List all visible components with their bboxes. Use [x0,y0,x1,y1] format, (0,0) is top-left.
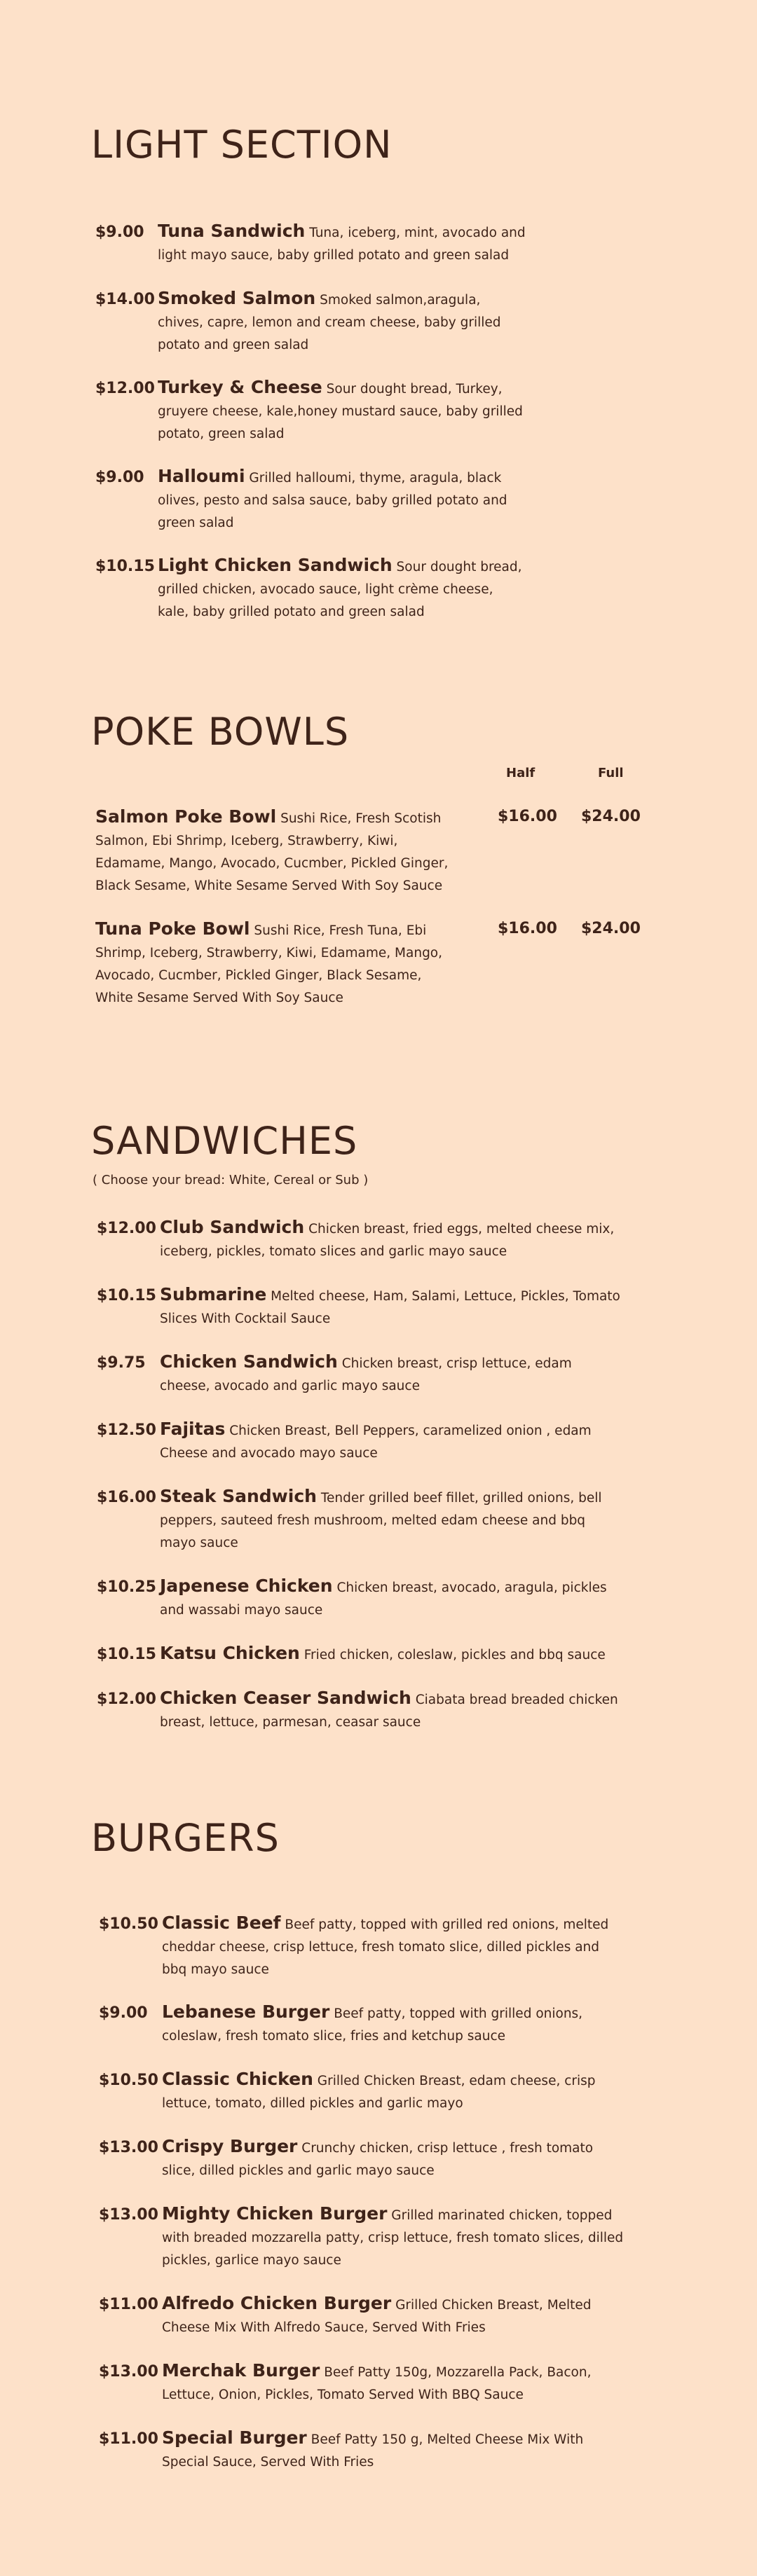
item-desc-text: Sour dought bread, Turkey, gruyere cheese, kale,honey mustard sauce, baby grilled potato, green salad [158,382,523,441]
item-price: $10.50 [99,1915,158,1933]
item-description [158,287,526,357]
item-name: Merchak Burger [162,2360,320,2381]
poke-section-title: POKE BOWLS [91,710,350,754]
item-price: $16.00 [97,1489,156,1506]
item-name: Classic Chicken [162,2069,313,2089]
item-description [158,220,526,267]
item-name: Chicken Ceaser Sandwich [160,1688,411,1708]
item-name: Japenese Chicken [160,1576,333,1596]
item-name: Salmon Poke Bowl [95,806,277,827]
item-price: $13.00 [99,2206,158,2224]
item-description [162,2068,625,2115]
item-name: Steak Sandwich [160,1486,317,1506]
item-description [95,918,460,1010]
half-price: $16.00 [498,920,557,937]
item-desc-text: Crunchy chicken, crisp lettuce , fresh tomato slice, dilled pickles and garlic mayo sauce [162,2141,594,2178]
item-desc-text: Grilled marinated chicken, topped with breaded mozzarella patty, crisp lettuce, fresh tomato slices, dilled pickles, garlice mayo sauce [162,2208,624,2268]
item-description [95,806,460,897]
item-name: Light Chicken Sandwich [158,555,393,575]
item-price: $10.15 [97,1646,156,1663]
item-description [162,2427,625,2474]
item-desc-text: Beef patty, topped with grilled onions, coleslaw, fresh tomato slice, fries and ketchup sauce [162,2006,583,2044]
item-desc-text: Chicken breast, avocado, aragula, pickles and wassabi mayo sauce [160,1580,607,1618]
item-name: Mighty Chicken Burger [162,2203,388,2224]
item-name: Tuna Poke Bowl [95,918,250,939]
item-description [160,1283,622,1330]
item-name: Submarine [160,1284,267,1304]
item-description [160,1642,622,1667]
item-price: $9.00 [95,469,144,486]
item-price: $13.00 [99,2139,158,2156]
item-desc-text: Chicken Breast, Bell Peppers, caramelized onion , edam Cheese and avocado mayo sauce [160,1424,592,1461]
item-description [162,2001,625,2048]
light-section-title: LIGHT SECTION [91,123,393,167]
item-description [162,2360,625,2406]
item-desc-text: Sushi Rice, Fresh Scotish Salmon, Ebi Shrimp, Iceberg, Strawberry, Kiwi, Edamame, Mango, Avocado, Cucmber, Pickled Ginger, Black Sesame, White Sesame Served With Soy Sauce [95,811,449,893]
item-desc-text: Sour dought bread, grilled chicken, avocado sauce, light crème cheese, kale, baby grilled potato and green salad [158,560,522,619]
item-description [160,1687,622,1734]
full-column-header: Full [598,766,624,780]
item-name: Classic Beef [162,1913,281,1933]
item-description [162,1912,625,1981]
item-name: Club Sandwich [160,1217,305,1237]
item-desc-text: Sushi Rice, Fresh Tuna, Ebi Shrimp, Iceberg, Strawberry, Kiwi, Edamame, Mango, Avocado, Cucmber, Pickled Ginger, Black Sesame, White Sesame Served With Soy Sauce [95,923,443,1005]
item-price: $12.50 [97,1421,156,1439]
item-description [158,376,526,446]
item-name: Special Burger [162,2427,307,2448]
item-name: Crispy Burger [162,2136,298,2156]
item-description [160,1575,622,1622]
item-desc-text: Grilled Chicken Breast, edam cheese, crisp lettuce, tomato, dilled pickles and garlic mayo [162,2074,596,2111]
bread-choice-note: ( Choose your bread: White, Cereal or Sub ) [93,1173,369,1187]
item-price: $10.50 [99,2072,158,2089]
item-price: $9.00 [95,223,144,241]
item-name: Katsu Chicken [160,1643,300,1663]
item-description [160,1351,622,1398]
item-name: Halloumi [158,466,245,486]
item-price: $11.00 [99,2430,158,2448]
full-price: $24.00 [581,808,641,825]
item-desc-text: Chicken breast, crisp lettuce, edam cheese, avocado and garlic mayo sauce [160,1356,572,1393]
item-price: $10.15 [95,558,155,575]
item-desc-text: Chicken breast, fried eggs, melted cheese mix, iceberg, pickles, tomato slices and garlic mayo sauce [160,1222,615,1259]
item-price: $12.00 [95,380,155,397]
item-price: $14.00 [95,291,155,308]
item-description [162,2135,625,2182]
item-description [158,554,526,624]
item-desc-text: Beef Patty 150g, Mozzarella Pack, Bacon, Lettuce, Onion, Pickles, Tomato Served With BBQ Sauce [162,2365,592,2402]
item-desc-text: Grilled halloumi, thyme, aragula, black olives, pesto and salsa sauce, baby grilled potato and green salad [158,471,507,530]
item-name: Lebanese Burger [162,2002,330,2022]
item-description [160,1418,622,1465]
item-desc-text: Beef patty, topped with grilled red onions, melted cheddar cheese, crisp lettuce, fresh tomato slice, dilled pickles and bbq mayo sauce [162,1917,609,1977]
item-description [160,1216,622,1263]
burgers-section-title: BURGERS [91,1816,280,1860]
item-desc-text: Melted cheese, Ham, Salami, Lettuce, Pickles, Tomato Slices With Cocktail Sauce [160,1289,620,1326]
item-desc-text: Grilled Chicken Breast, Melted Cheese Mix With Alfredo Sauce, Served With Fries [162,2298,592,2335]
item-price: $13.00 [99,2363,158,2381]
item-price: $10.25 [97,1578,156,1596]
half-price: $16.00 [498,808,557,825]
item-name: Tuna Sandwich [158,221,306,241]
item-price: $11.00 [99,2296,158,2313]
item-name: Alfredo Chicken Burger [162,2293,392,2313]
item-desc-text: Smoked salmon,aragula, chives, capre, lemon and cream cheese, baby grilled potato and green salad [158,293,501,352]
item-price: $12.00 [97,1220,156,1237]
item-price: $10.15 [97,1287,156,1304]
item-description [158,465,526,535]
item-desc-text: Beef Patty 150 g, Melted Cheese Mix With Special Sauce, Served With Fries [162,2432,584,2470]
item-desc-text: Tuna, iceberg, mint, avocado and light mayo sauce, baby grilled potato and green salad [158,226,526,263]
item-price: $9.75 [97,1354,146,1372]
item-description [162,2203,625,2272]
sandwiches-section-title: SANDWICHES [91,1119,358,1163]
item-name: Chicken Sandwich [160,1351,338,1372]
item-desc-text: Ciabata bread breaded chicken breast, lettuce, parmesan, ceasar sauce [160,1693,618,1730]
item-desc-text: Fried chicken, coleslaw, pickles and bbq sauce [304,1648,606,1662]
item-desc-text: Tender grilled beef fillet, grilled onions, bell peppers, sauteed fresh mushroom, melted edam cheese and bbq mayo sauce [160,1491,602,1550]
item-name: Smoked Salmon [158,288,316,308]
item-name: Fajitas [160,1419,226,1439]
item-name: Turkey & Cheese [158,377,322,397]
item-description [160,1485,622,1555]
item-description [162,2292,625,2339]
item-price: $12.00 [97,1690,156,1708]
half-column-header: Half [506,766,536,780]
full-price: $24.00 [581,920,641,937]
item-price: $9.00 [99,2004,148,2022]
